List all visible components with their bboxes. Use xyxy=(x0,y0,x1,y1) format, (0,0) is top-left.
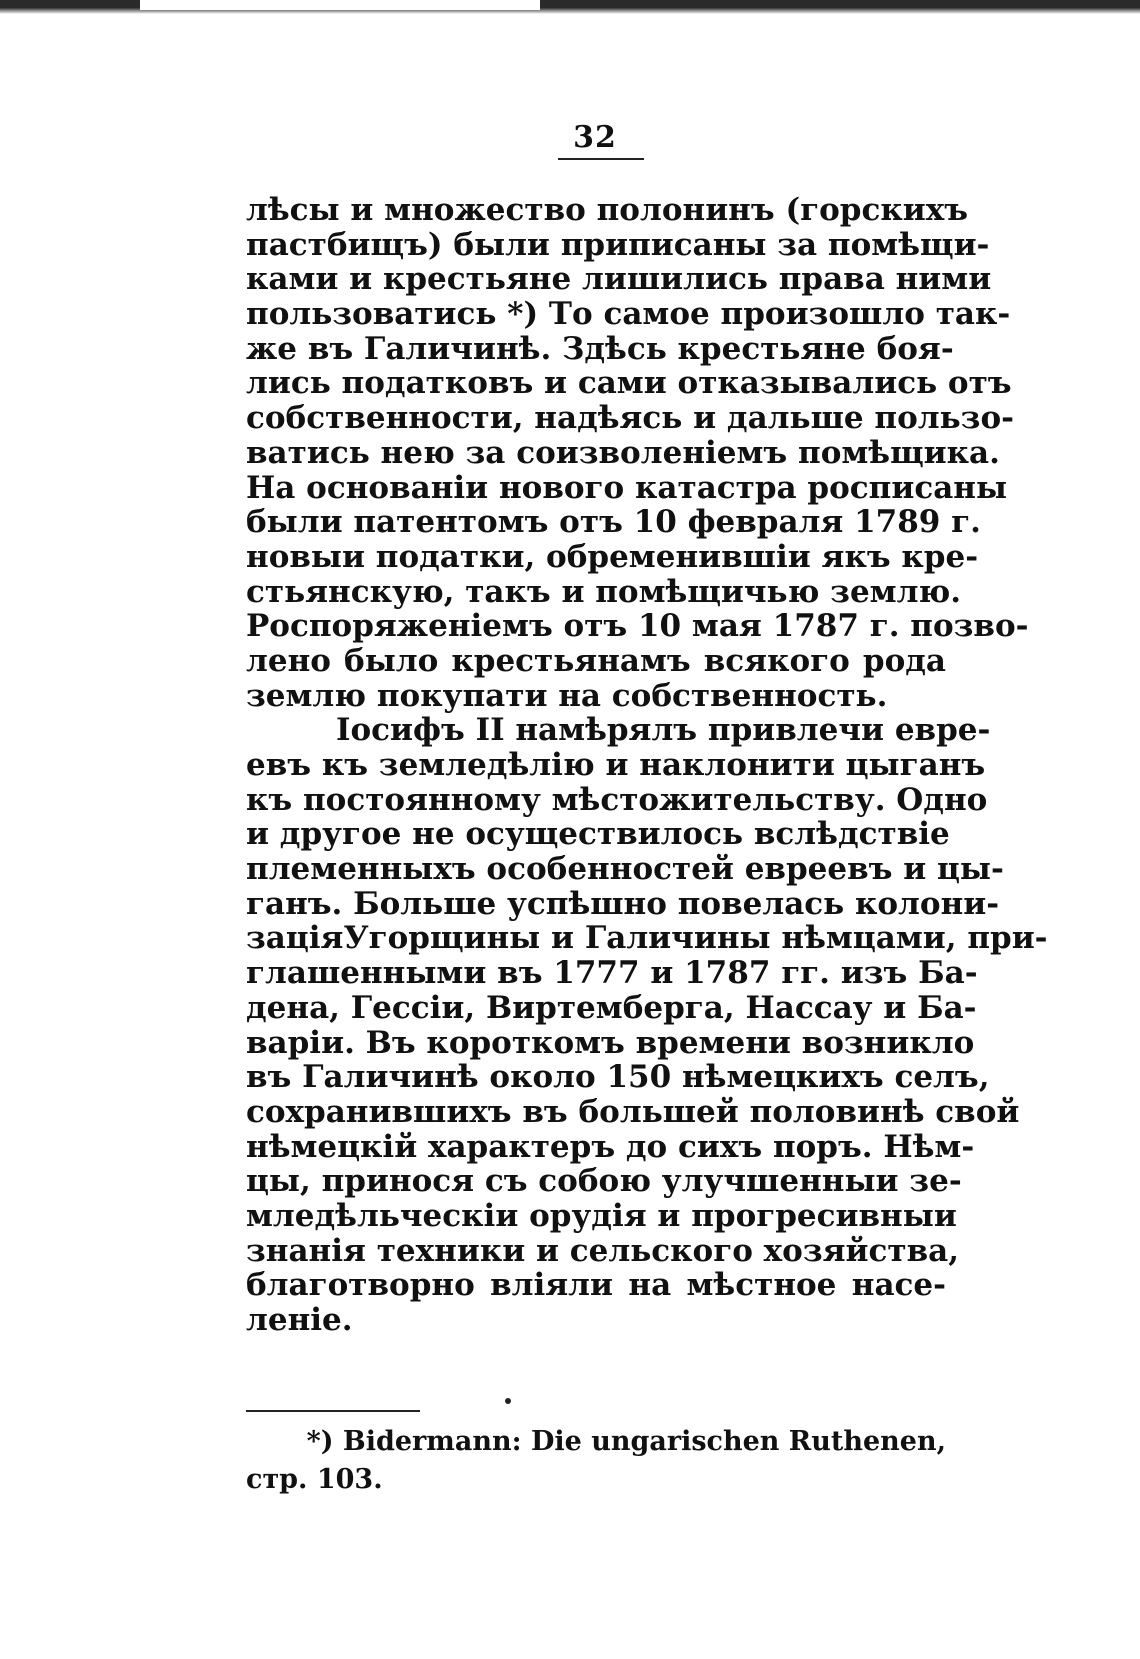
ink-speck xyxy=(505,1398,511,1404)
text-line: племенныхъ особенностей евреевъ и цы- xyxy=(246,851,1004,888)
text-line: къ постоянному мѣстожительству. Одно xyxy=(246,781,988,818)
text-line: варiи. Въ короткомъ времени возникло xyxy=(246,1024,975,1061)
text-line: ганъ. Больше успѣшно повелась колони- xyxy=(246,885,1000,922)
paragraph-end-line: ленiе. xyxy=(246,1302,353,1338)
text-line: лись податковъ и сами отказывались отъ xyxy=(246,365,1012,402)
text-line: ками и крестьяне лишились права ними xyxy=(246,261,992,298)
footnote-rule xyxy=(246,1410,420,1412)
text-line: мледѣльческiи орудiя и прогресивныи xyxy=(246,1197,957,1234)
text-line: Роспоряженiемъ отъ 10 мая 1787 г. позво- xyxy=(246,608,1029,645)
page-top-edge-gap xyxy=(140,0,540,10)
text-line: собственности, надѣясь и дальше пользо- xyxy=(246,400,1014,437)
text-line: лено было крестьянамъ всякого рода xyxy=(246,642,946,679)
footnote-citation: *) Bidermann: Die ungarischen Ruthenen, xyxy=(306,1426,946,1457)
text-line: дена, Гессiи, Виртемберга, Нассау и Ба- xyxy=(246,989,977,1026)
text-line: глашенными въ 1777 и 1787 гг. изъ Ба- xyxy=(246,955,978,992)
text-line: благотворно влiяли на мѣстное насе- xyxy=(246,1267,946,1304)
text-line: зацiяУгорщины и Галичины нѣмцами, при- xyxy=(246,920,1048,957)
paragraph-end-line: землю покупати на собственность. xyxy=(246,677,888,714)
text-line: новыи податки, обременившiи якъ кре- xyxy=(246,538,979,575)
text-line: На основанiи нового катастра росписаны xyxy=(246,469,1008,506)
text-line: нѣмецкiй характеръ до сихъ поръ. Нѣм- xyxy=(246,1128,975,1165)
text-line: евъ къ земледѣлiю и наклонити цыганъ xyxy=(246,747,986,783)
text-line: лѣсы и множество полонинъ (горскихъ xyxy=(246,192,968,228)
text-line: пастбищъ) были приписаны за помѣщи- xyxy=(246,226,990,263)
text-line: и другое не осуществилось вслѣдствiе xyxy=(246,816,950,853)
text-line: знанiя техники и сельского хозяйства, xyxy=(246,1232,960,1269)
text-line: были патентомъ отъ 10 февраля 1789 г. xyxy=(246,504,981,541)
text-line: стьянскую, такъ и помѣщичью землю. xyxy=(246,573,962,610)
page-number: 32 xyxy=(573,120,617,155)
page-number-rule xyxy=(558,158,644,160)
text-line: сохранившихъ въ большей половинѣ свой xyxy=(246,1093,1020,1130)
body-text xyxy=(246,192,1048,1338)
paragraph-start-line: Iосифъ II намѣрялъ привлечи евре- xyxy=(336,712,991,749)
text-line: же въ Галичинѣ. Здѣсь крестьяне боя- xyxy=(246,330,954,367)
text-line: пользоватись *) То самое произошло так- xyxy=(246,296,1011,333)
text-line: цы, принося съ собою улучшенныи зе- xyxy=(246,1163,962,1200)
text-line: ватись нею за соизволенiемъ помѣщика. xyxy=(246,434,1000,471)
footnote xyxy=(246,1423,946,1499)
text-line: въ Галичинѣ около 150 нѣмецкихъ селъ, xyxy=(246,1059,990,1096)
footnote-page-ref: стр. 103. xyxy=(246,1464,383,1495)
